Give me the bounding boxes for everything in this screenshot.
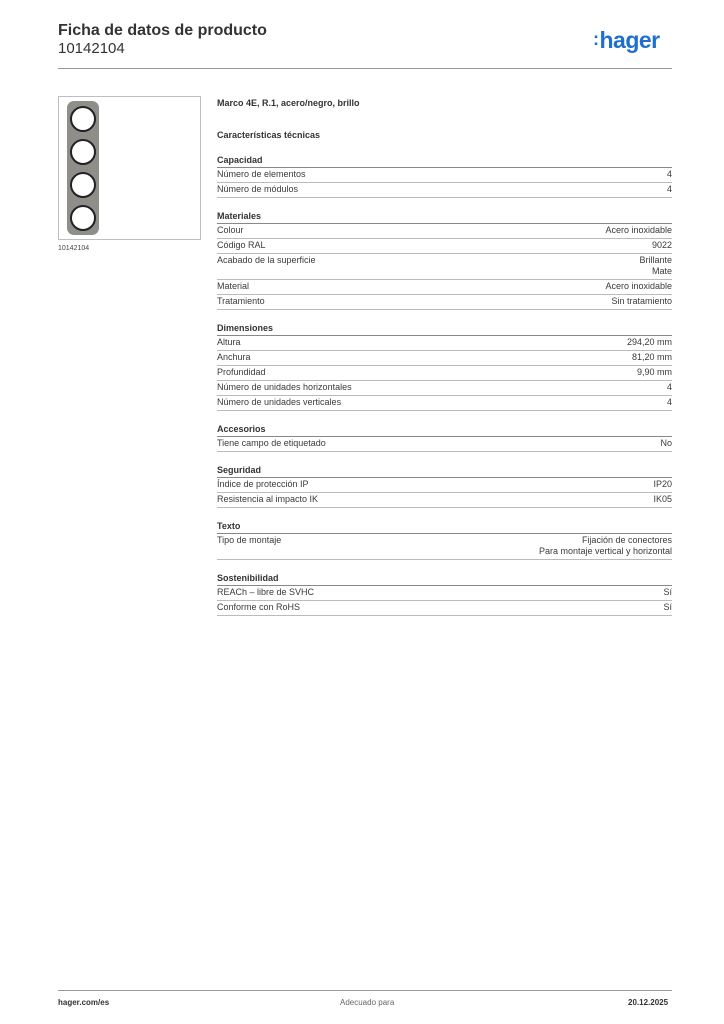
spec-section xyxy=(217,210,672,310)
spec-label: Tiene campo de etiquetado xyxy=(217,438,326,448)
spec-value: 9,90 mm xyxy=(636,367,672,377)
spec-row xyxy=(217,478,672,493)
spec-content xyxy=(217,96,672,616)
spec-label: Material xyxy=(217,281,250,291)
spec-row xyxy=(217,381,672,396)
quad-frame-product-icon xyxy=(67,101,99,235)
spec-row xyxy=(217,351,672,366)
section-title: Seguridad xyxy=(217,464,672,478)
spec-label: Conforme con RoHS xyxy=(217,602,301,612)
spec-value: Sí xyxy=(663,587,672,597)
section-title: Sostenibilidad xyxy=(217,572,672,586)
spec-label: Altura xyxy=(217,337,241,347)
section-title: Dimensiones xyxy=(217,322,672,336)
product-image xyxy=(58,96,201,240)
image-caption: 10142104 xyxy=(58,245,90,252)
section-title: Texto xyxy=(217,520,672,534)
spec-heading: Características técnicas xyxy=(217,130,321,140)
spec-label: Tipo de montaje xyxy=(217,535,282,545)
header-divider xyxy=(58,68,672,69)
spec-value: No xyxy=(660,438,672,448)
spec-value: Brillante Mate xyxy=(639,255,672,276)
section-title: Accesorios xyxy=(217,423,672,437)
spec-value: IK05 xyxy=(653,494,672,504)
spec-value: 4 xyxy=(666,184,672,194)
spec-row xyxy=(217,366,672,381)
footer-date: 20.12.2025 xyxy=(628,998,669,1007)
spec-row xyxy=(217,601,672,616)
spec-value: IP20 xyxy=(653,479,672,489)
spec-value: 81,20 mm xyxy=(631,352,672,362)
document-number: 10142104 xyxy=(58,40,125,57)
spec-label: Tratamiento xyxy=(217,296,265,306)
spec-label: Número de unidades verticales xyxy=(217,397,342,407)
ring-icon xyxy=(70,172,96,198)
product-name: Marco 4E, R.1, acero/negro, brillo xyxy=(217,98,360,108)
spec-section xyxy=(217,464,672,508)
spec-label: Colour xyxy=(217,225,244,235)
spec-row xyxy=(217,239,672,254)
spec-value: 9022 xyxy=(651,240,672,250)
spec-value: Fijación de conectores Para montaje vertical y horizontal xyxy=(538,535,672,556)
spec-label: Profundidad xyxy=(217,367,266,377)
brand-logo xyxy=(593,27,660,54)
document-title: Ficha de datos de producto xyxy=(58,22,267,39)
spec-value: 4 xyxy=(666,397,672,407)
spec-value: Sin tratamiento xyxy=(611,296,672,306)
section-title: Capacidad xyxy=(217,154,672,168)
spec-value: Sí xyxy=(663,602,672,612)
spec-row xyxy=(217,586,672,601)
spec-row xyxy=(217,280,672,295)
brand-name: hager xyxy=(599,27,660,53)
spec-value: 4 xyxy=(666,382,672,392)
footer-divider xyxy=(58,990,672,991)
spec-section xyxy=(217,572,672,616)
spec-section xyxy=(217,322,672,411)
spec-row xyxy=(217,168,672,183)
section-title: Materiales xyxy=(217,210,672,224)
spec-section xyxy=(217,520,672,560)
spec-row xyxy=(217,254,672,280)
footer-url: hager.com/es xyxy=(58,998,110,1007)
spec-value: 294,20 mm xyxy=(626,337,672,347)
spec-label: Código RAL xyxy=(217,240,266,250)
spec-row xyxy=(217,437,672,452)
spec-row xyxy=(217,396,672,411)
footer-center-text: Adecuado para xyxy=(340,998,395,1007)
spec-label: Resistencia al impacto IK xyxy=(217,494,319,504)
spec-row xyxy=(217,295,672,310)
spec-row xyxy=(217,224,672,239)
logo-dots-icon: : xyxy=(593,29,599,49)
spec-label: Número de elementos xyxy=(217,169,306,179)
spec-value: Acero inoxidable xyxy=(605,281,672,291)
spec-section xyxy=(217,154,672,198)
spec-label: REACh – libre de SVHC xyxy=(217,587,315,597)
spec-label: Índice de protección IP xyxy=(217,479,309,489)
spec-label: Anchura xyxy=(217,352,251,362)
ring-icon xyxy=(70,139,96,165)
spec-label: Número de módulos xyxy=(217,184,299,194)
spec-section xyxy=(217,423,672,452)
spec-row xyxy=(217,183,672,198)
spec-sections xyxy=(217,154,672,616)
spec-row xyxy=(217,493,672,508)
spec-value: 4 xyxy=(666,169,672,179)
spec-value: Acero inoxidable xyxy=(605,225,672,235)
ring-icon xyxy=(70,106,96,132)
spec-label: Número de unidades horizontales xyxy=(217,382,352,392)
spec-row xyxy=(217,336,672,351)
ring-icon xyxy=(70,205,96,231)
spec-row xyxy=(217,534,672,560)
spec-label: Acabado de la superficie xyxy=(217,255,316,265)
